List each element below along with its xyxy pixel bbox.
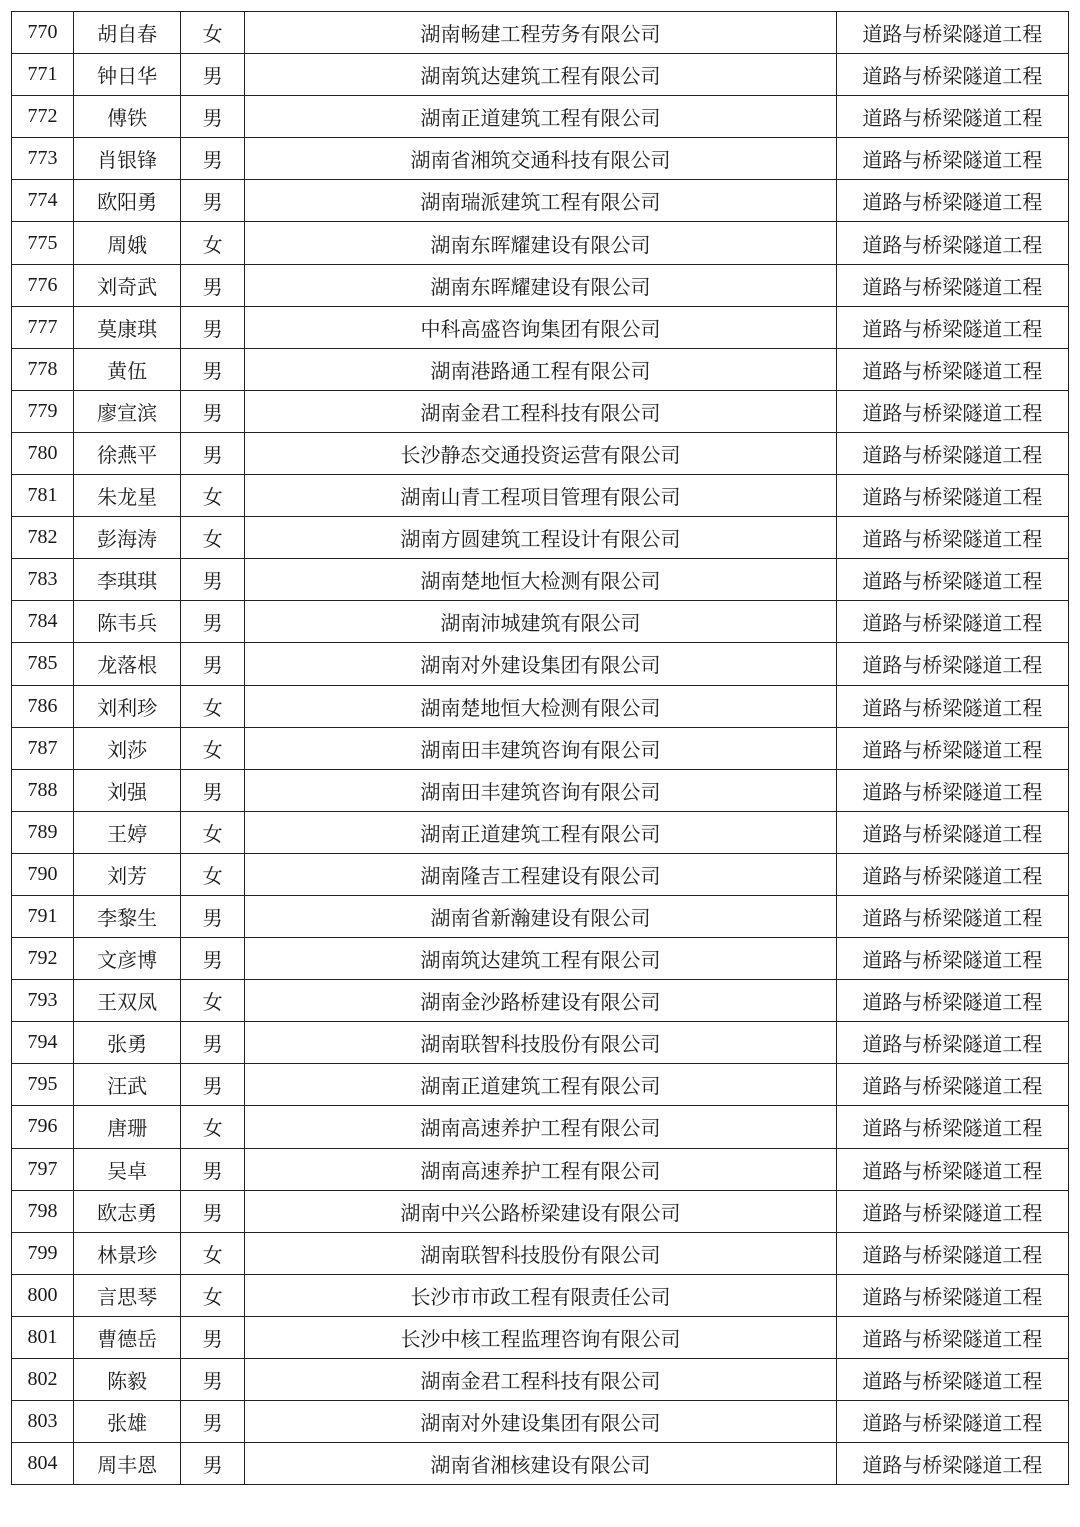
row-number-cell: 799 bbox=[12, 1232, 74, 1274]
gender-cell: 女 bbox=[181, 475, 245, 517]
person-name-cell: 周娥 bbox=[74, 222, 181, 264]
person-name-cell: 刘莎 bbox=[74, 727, 181, 769]
person-name-cell: 王双凤 bbox=[74, 980, 181, 1022]
company-name-cell: 湖南田丰建筑咨询有限公司 bbox=[245, 769, 837, 811]
specialty-cell: 道路与桥梁隧道工程 bbox=[836, 769, 1068, 811]
person-name-cell: 刘强 bbox=[74, 769, 181, 811]
gender-cell: 男 bbox=[181, 96, 245, 138]
table-row bbox=[12, 348, 1069, 390]
company-name-cell: 湖南筑达建筑工程有限公司 bbox=[245, 54, 837, 96]
person-name-cell: 钟日华 bbox=[74, 54, 181, 96]
person-name-cell: 陈毅 bbox=[74, 1359, 181, 1401]
person-name-cell: 刘利珍 bbox=[74, 685, 181, 727]
person-name-cell: 黄伍 bbox=[74, 348, 181, 390]
specialty-cell: 道路与桥梁隧道工程 bbox=[836, 432, 1068, 474]
gender-cell: 女 bbox=[181, 222, 245, 264]
row-number-cell: 789 bbox=[12, 811, 74, 853]
gender-cell: 男 bbox=[181, 348, 245, 390]
company-name-cell: 湖南省湘筑交通科技有限公司 bbox=[245, 138, 837, 180]
company-name-cell: 湖南筑达建筑工程有限公司 bbox=[245, 938, 837, 980]
row-number-cell: 771 bbox=[12, 54, 74, 96]
gender-cell: 女 bbox=[181, 1232, 245, 1274]
row-number-cell: 770 bbox=[12, 12, 74, 54]
roster-table-body bbox=[12, 12, 1069, 1485]
company-name-cell: 湖南沛城建筑有限公司 bbox=[245, 601, 837, 643]
specialty-cell: 道路与桥梁隧道工程 bbox=[836, 222, 1068, 264]
gender-cell: 男 bbox=[181, 1316, 245, 1358]
person-name-cell: 刘芳 bbox=[74, 853, 181, 895]
person-name-cell: 朱龙星 bbox=[74, 475, 181, 517]
row-number-cell: 793 bbox=[12, 980, 74, 1022]
table-row bbox=[12, 1106, 1069, 1148]
company-name-cell: 湖南高速养护工程有限公司 bbox=[245, 1106, 837, 1148]
person-name-cell: 陈韦兵 bbox=[74, 601, 181, 643]
row-number-cell: 777 bbox=[12, 306, 74, 348]
table-row bbox=[12, 432, 1069, 474]
row-number-cell: 778 bbox=[12, 348, 74, 390]
row-number-cell: 773 bbox=[12, 138, 74, 180]
row-number-cell: 801 bbox=[12, 1316, 74, 1358]
company-name-cell: 长沙静态交通投资运营有限公司 bbox=[245, 432, 837, 474]
specialty-cell: 道路与桥梁隧道工程 bbox=[836, 727, 1068, 769]
table-row bbox=[12, 180, 1069, 222]
specialty-cell: 道路与桥梁隧道工程 bbox=[836, 980, 1068, 1022]
row-number-cell: 785 bbox=[12, 643, 74, 685]
row-number-cell: 784 bbox=[12, 601, 74, 643]
gender-cell: 男 bbox=[181, 1190, 245, 1232]
table-row bbox=[12, 1064, 1069, 1106]
company-name-cell: 湖南金君工程科技有限公司 bbox=[245, 1359, 837, 1401]
gender-cell: 男 bbox=[181, 306, 245, 348]
row-number-cell: 788 bbox=[12, 769, 74, 811]
table-row bbox=[12, 559, 1069, 601]
gender-cell: 男 bbox=[181, 54, 245, 96]
person-name-cell: 彭海涛 bbox=[74, 517, 181, 559]
gender-cell: 男 bbox=[181, 1064, 245, 1106]
company-name-cell: 湖南对外建设集团有限公司 bbox=[245, 643, 837, 685]
specialty-cell: 道路与桥梁隧道工程 bbox=[836, 811, 1068, 853]
gender-cell: 女 bbox=[181, 1106, 245, 1148]
gender-cell: 男 bbox=[181, 1443, 245, 1485]
table-row bbox=[12, 54, 1069, 96]
specialty-cell: 道路与桥梁隧道工程 bbox=[836, 54, 1068, 96]
specialty-cell: 道路与桥梁隧道工程 bbox=[836, 1443, 1068, 1485]
table-row bbox=[12, 685, 1069, 727]
company-name-cell: 湖南东晖耀建设有限公司 bbox=[245, 222, 837, 264]
table-row bbox=[12, 980, 1069, 1022]
row-number-cell: 786 bbox=[12, 685, 74, 727]
row-number-cell: 783 bbox=[12, 559, 74, 601]
person-name-cell: 文彦博 bbox=[74, 938, 181, 980]
company-name-cell: 湖南楚地恒大检测有限公司 bbox=[245, 559, 837, 601]
company-name-cell: 湖南对外建设集团有限公司 bbox=[245, 1401, 837, 1443]
specialty-cell: 道路与桥梁隧道工程 bbox=[836, 601, 1068, 643]
person-name-cell: 徐燕平 bbox=[74, 432, 181, 474]
row-number-cell: 790 bbox=[12, 853, 74, 895]
row-number-cell: 792 bbox=[12, 938, 74, 980]
table-row bbox=[12, 1232, 1069, 1274]
specialty-cell: 道路与桥梁隧道工程 bbox=[836, 685, 1068, 727]
gender-cell: 男 bbox=[181, 180, 245, 222]
row-number-cell: 800 bbox=[12, 1274, 74, 1316]
row-number-cell: 803 bbox=[12, 1401, 74, 1443]
specialty-cell: 道路与桥梁隧道工程 bbox=[836, 12, 1068, 54]
person-name-cell: 林景珍 bbox=[74, 1232, 181, 1274]
gender-cell: 女 bbox=[181, 727, 245, 769]
specialty-cell: 道路与桥梁隧道工程 bbox=[836, 306, 1068, 348]
company-name-cell: 湖南楚地恒大检测有限公司 bbox=[245, 685, 837, 727]
specialty-cell: 道路与桥梁隧道工程 bbox=[836, 1022, 1068, 1064]
table-row bbox=[12, 517, 1069, 559]
specialty-cell: 道路与桥梁隧道工程 bbox=[836, 938, 1068, 980]
specialty-cell: 道路与桥梁隧道工程 bbox=[836, 517, 1068, 559]
table-row bbox=[12, 1401, 1069, 1443]
company-name-cell: 湖南方圆建筑工程设计有限公司 bbox=[245, 517, 837, 559]
table-row bbox=[12, 1443, 1069, 1485]
table-row bbox=[12, 895, 1069, 937]
company-name-cell: 长沙中核工程监理咨询有限公司 bbox=[245, 1316, 837, 1358]
row-number-cell: 779 bbox=[12, 390, 74, 432]
gender-cell: 男 bbox=[181, 601, 245, 643]
specialty-cell: 道路与桥梁隧道工程 bbox=[836, 96, 1068, 138]
person-name-cell: 吴卓 bbox=[74, 1148, 181, 1190]
specialty-cell: 道路与桥梁隧道工程 bbox=[836, 1359, 1068, 1401]
specialty-cell: 道路与桥梁隧道工程 bbox=[836, 1190, 1068, 1232]
table-row bbox=[12, 390, 1069, 432]
person-name-cell: 李黎生 bbox=[74, 895, 181, 937]
row-number-cell: 795 bbox=[12, 1064, 74, 1106]
table-row bbox=[12, 96, 1069, 138]
gender-cell: 男 bbox=[181, 1148, 245, 1190]
gender-cell: 男 bbox=[181, 390, 245, 432]
person-name-cell: 龙落根 bbox=[74, 643, 181, 685]
table-row bbox=[12, 222, 1069, 264]
company-name-cell: 湖南省湘核建设有限公司 bbox=[245, 1443, 837, 1485]
table-row bbox=[12, 601, 1069, 643]
company-name-cell: 湖南正道建筑工程有限公司 bbox=[245, 811, 837, 853]
specialty-cell: 道路与桥梁隧道工程 bbox=[836, 264, 1068, 306]
row-number-cell: 781 bbox=[12, 475, 74, 517]
company-name-cell: 湖南正道建筑工程有限公司 bbox=[245, 96, 837, 138]
person-name-cell: 肖银锋 bbox=[74, 138, 181, 180]
company-name-cell: 湖南瑞派建筑工程有限公司 bbox=[245, 180, 837, 222]
table-row bbox=[12, 1316, 1069, 1358]
person-name-cell: 欧志勇 bbox=[74, 1190, 181, 1232]
gender-cell: 女 bbox=[181, 980, 245, 1022]
specialty-cell: 道路与桥梁隧道工程 bbox=[836, 1232, 1068, 1274]
row-number-cell: 802 bbox=[12, 1359, 74, 1401]
specialty-cell: 道路与桥梁隧道工程 bbox=[836, 895, 1068, 937]
table-row bbox=[12, 1359, 1069, 1401]
specialty-cell: 道路与桥梁隧道工程 bbox=[836, 1148, 1068, 1190]
row-number-cell: 796 bbox=[12, 1106, 74, 1148]
specialty-cell: 道路与桥梁隧道工程 bbox=[836, 559, 1068, 601]
company-name-cell: 湖南联智科技股份有限公司 bbox=[245, 1022, 837, 1064]
gender-cell: 男 bbox=[181, 938, 245, 980]
table-row bbox=[12, 138, 1069, 180]
person-name-cell: 张雄 bbox=[74, 1401, 181, 1443]
gender-cell: 男 bbox=[181, 1401, 245, 1443]
specialty-cell: 道路与桥梁隧道工程 bbox=[836, 180, 1068, 222]
gender-cell: 女 bbox=[181, 685, 245, 727]
company-name-cell: 湖南高速养护工程有限公司 bbox=[245, 1148, 837, 1190]
row-number-cell: 774 bbox=[12, 180, 74, 222]
table-row bbox=[12, 264, 1069, 306]
row-number-cell: 794 bbox=[12, 1022, 74, 1064]
person-name-cell: 曹德岳 bbox=[74, 1316, 181, 1358]
gender-cell: 女 bbox=[181, 1274, 245, 1316]
company-name-cell: 湖南联智科技股份有限公司 bbox=[245, 1232, 837, 1274]
gender-cell: 男 bbox=[181, 769, 245, 811]
person-name-cell: 傅铁 bbox=[74, 96, 181, 138]
company-name-cell: 湖南港路通工程有限公司 bbox=[245, 348, 837, 390]
gender-cell: 女 bbox=[181, 517, 245, 559]
row-number-cell: 775 bbox=[12, 222, 74, 264]
specialty-cell: 道路与桥梁隧道工程 bbox=[836, 1274, 1068, 1316]
specialty-cell: 道路与桥梁隧道工程 bbox=[836, 1316, 1068, 1358]
table-row bbox=[12, 12, 1069, 54]
row-number-cell: 780 bbox=[12, 432, 74, 474]
gender-cell: 女 bbox=[181, 12, 245, 54]
gender-cell: 男 bbox=[181, 559, 245, 601]
person-name-cell: 汪武 bbox=[74, 1064, 181, 1106]
person-name-cell: 廖宣滨 bbox=[74, 390, 181, 432]
person-name-cell: 欧阳勇 bbox=[74, 180, 181, 222]
person-name-cell: 李琪琪 bbox=[74, 559, 181, 601]
gender-cell: 男 bbox=[181, 138, 245, 180]
table-row bbox=[12, 727, 1069, 769]
specialty-cell: 道路与桥梁隧道工程 bbox=[836, 390, 1068, 432]
table-row bbox=[12, 1274, 1069, 1316]
specialty-cell: 道路与桥梁隧道工程 bbox=[836, 643, 1068, 685]
company-name-cell: 中科高盛咨询集团有限公司 bbox=[245, 306, 837, 348]
gender-cell: 男 bbox=[181, 1359, 245, 1401]
specialty-cell: 道路与桥梁隧道工程 bbox=[836, 348, 1068, 390]
row-number-cell: 798 bbox=[12, 1190, 74, 1232]
gender-cell: 男 bbox=[181, 264, 245, 306]
specialty-cell: 道路与桥梁隧道工程 bbox=[836, 138, 1068, 180]
company-name-cell: 湖南中兴公路桥梁建设有限公司 bbox=[245, 1190, 837, 1232]
specialty-cell: 道路与桥梁隧道工程 bbox=[836, 1106, 1068, 1148]
row-number-cell: 782 bbox=[12, 517, 74, 559]
row-number-cell: 797 bbox=[12, 1148, 74, 1190]
specialty-cell: 道路与桥梁隧道工程 bbox=[836, 1064, 1068, 1106]
table-row bbox=[12, 1148, 1069, 1190]
row-number-cell: 791 bbox=[12, 895, 74, 937]
gender-cell: 男 bbox=[181, 432, 245, 474]
gender-cell: 男 bbox=[181, 895, 245, 937]
company-name-cell: 长沙市市政工程有限责任公司 bbox=[245, 1274, 837, 1316]
gender-cell: 女 bbox=[181, 853, 245, 895]
table-row bbox=[12, 938, 1069, 980]
specialty-cell: 道路与桥梁隧道工程 bbox=[836, 475, 1068, 517]
company-name-cell: 湖南畅建工程劳务有限公司 bbox=[245, 12, 837, 54]
gender-cell: 男 bbox=[181, 643, 245, 685]
company-name-cell: 湖南山青工程项目管理有限公司 bbox=[245, 475, 837, 517]
row-number-cell: 787 bbox=[12, 727, 74, 769]
table-row bbox=[12, 306, 1069, 348]
person-name-cell: 张勇 bbox=[74, 1022, 181, 1064]
person-name-cell: 唐珊 bbox=[74, 1106, 181, 1148]
gender-cell: 男 bbox=[181, 1022, 245, 1064]
company-name-cell: 湖南田丰建筑咨询有限公司 bbox=[245, 727, 837, 769]
table-row bbox=[12, 769, 1069, 811]
company-name-cell: 湖南金君工程科技有限公司 bbox=[245, 390, 837, 432]
roster-table bbox=[11, 11, 1069, 1485]
table-row bbox=[12, 853, 1069, 895]
table-row bbox=[12, 1022, 1069, 1064]
person-name-cell: 言思琴 bbox=[74, 1274, 181, 1316]
company-name-cell: 湖南金沙路桥建设有限公司 bbox=[245, 980, 837, 1022]
row-number-cell: 776 bbox=[12, 264, 74, 306]
row-number-cell: 772 bbox=[12, 96, 74, 138]
company-name-cell: 湖南东晖耀建设有限公司 bbox=[245, 264, 837, 306]
person-name-cell: 莫康琪 bbox=[74, 306, 181, 348]
company-name-cell: 湖南隆吉工程建设有限公司 bbox=[245, 853, 837, 895]
specialty-cell: 道路与桥梁隧道工程 bbox=[836, 1401, 1068, 1443]
specialty-cell: 道路与桥梁隧道工程 bbox=[836, 853, 1068, 895]
table-row bbox=[12, 811, 1069, 853]
row-number-cell: 804 bbox=[12, 1443, 74, 1485]
table-row bbox=[12, 643, 1069, 685]
company-name-cell: 湖南省新瀚建设有限公司 bbox=[245, 895, 837, 937]
company-name-cell: 湖南正道建筑工程有限公司 bbox=[245, 1064, 837, 1106]
person-name-cell: 胡自春 bbox=[74, 12, 181, 54]
gender-cell: 女 bbox=[181, 811, 245, 853]
table-row bbox=[12, 1190, 1069, 1232]
person-name-cell: 王婷 bbox=[74, 811, 181, 853]
person-name-cell: 周丰恩 bbox=[74, 1443, 181, 1485]
person-name-cell: 刘奇武 bbox=[74, 264, 181, 306]
table-row bbox=[12, 475, 1069, 517]
